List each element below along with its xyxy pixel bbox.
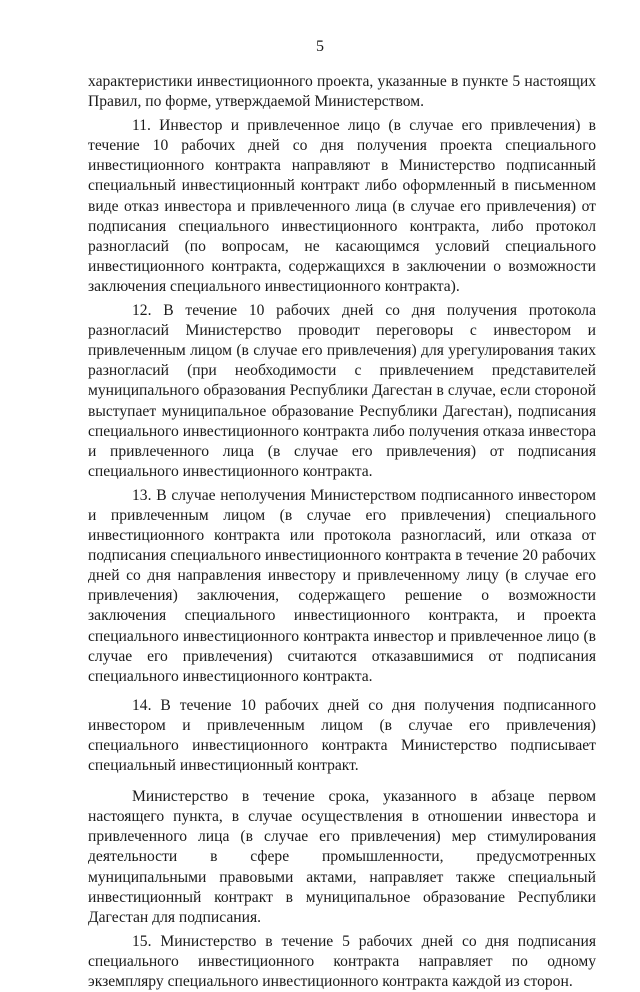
paragraph-item-12: 12. В течение 10 рабочих дней со дня получения протокола разногласий Министерство проводит переговоры с инвестором и привлеченным лицом (в случае его привлечения) для урегулирования таких разногласий (при необходимости с привлечением представителей муниципального образования Республики Дагестан в случае, если стороной выступает муниципальное образование Республики Дагестан), подписания специального инвестиционного контракта либо получения отказа инвестора и привлеченного лица (в случае его привлечения) от подписания специального инвестиционного контракта. [88, 302, 596, 480]
paragraph-item-13: 13. В случае неполучения Министерством подписанного инвестором и привлеченным лицом (в случае его привлечения) специального инвестиционного контракта или протокола разногласий, или отказа от подписания специального инвестиционного контракта в течение 20 рабочих дней со дня направления инвестору и привлеченному лицу (в случае его привлечения) заключения, содержащего решение о возможности заключения специального инвестиционного контракта, и проекта специального инвестиционного контракта инвестор и привлеченное лицо (в случае его привлечения) считаются отказавшимися от подписания специального инвестиционного контракта. [88, 486, 596, 685]
paragraph-item-15: 15. Министерство в течение 5 рабочих дней со дня подписания специального инвестиционного контракта направляет по одному экземпляру специального инвестиционного контракта каждой из сторон. [88, 932, 596, 991]
page-number: 5 [316, 38, 324, 55]
paragraph-item-11: 11. Инвестор и привлеченное лицо (в случае его привлечения) в течение 10 рабочих дней со дня получения проекта специального инвестиционного контракта направляют в Министерство подписанный специальный инвестиционный контракт либо оформленный в письменном виде отказ инвестора и привлеченного лица (в случае его привлечения) от подписания специального инвестиционного контракта, либо протокол разногласий (по вопросам, не касающимся условий специального инвестиционного контракта, содержащихся в заключении о возможности заключения специального инвестиционного контракта). [88, 117, 596, 295]
paragraph-item-14-part-2: Министерство в течение срока, указанного в абзаце первом настоящего пункта, в случае осуществления в отношении инвестора и привлеченного лица (в случае его привлечения) мер стимулирования деятельности в сфере промышленности, предусмотренных муниципальными правовыми актами, направляет также специальный инвестиционный контракт в муниципальное образование Республики Дагестан для подписания. [88, 788, 596, 926]
document-body [88, 72, 596, 992]
paragraph-item-14: 14. В течение 10 рабочих дней со дня получения подписанного инвестором и привлеченным лицом (в случае его привлечения) специального инвестиционного контракта Министерство подписывает специальный инвестиционный контракт. [88, 696, 596, 775]
paragraph-continuation: характеристики инвестиционного проекта, указанные в пункте 5 настоящих Правил, по форме, утверждаемой Министерством. [88, 73, 596, 111]
